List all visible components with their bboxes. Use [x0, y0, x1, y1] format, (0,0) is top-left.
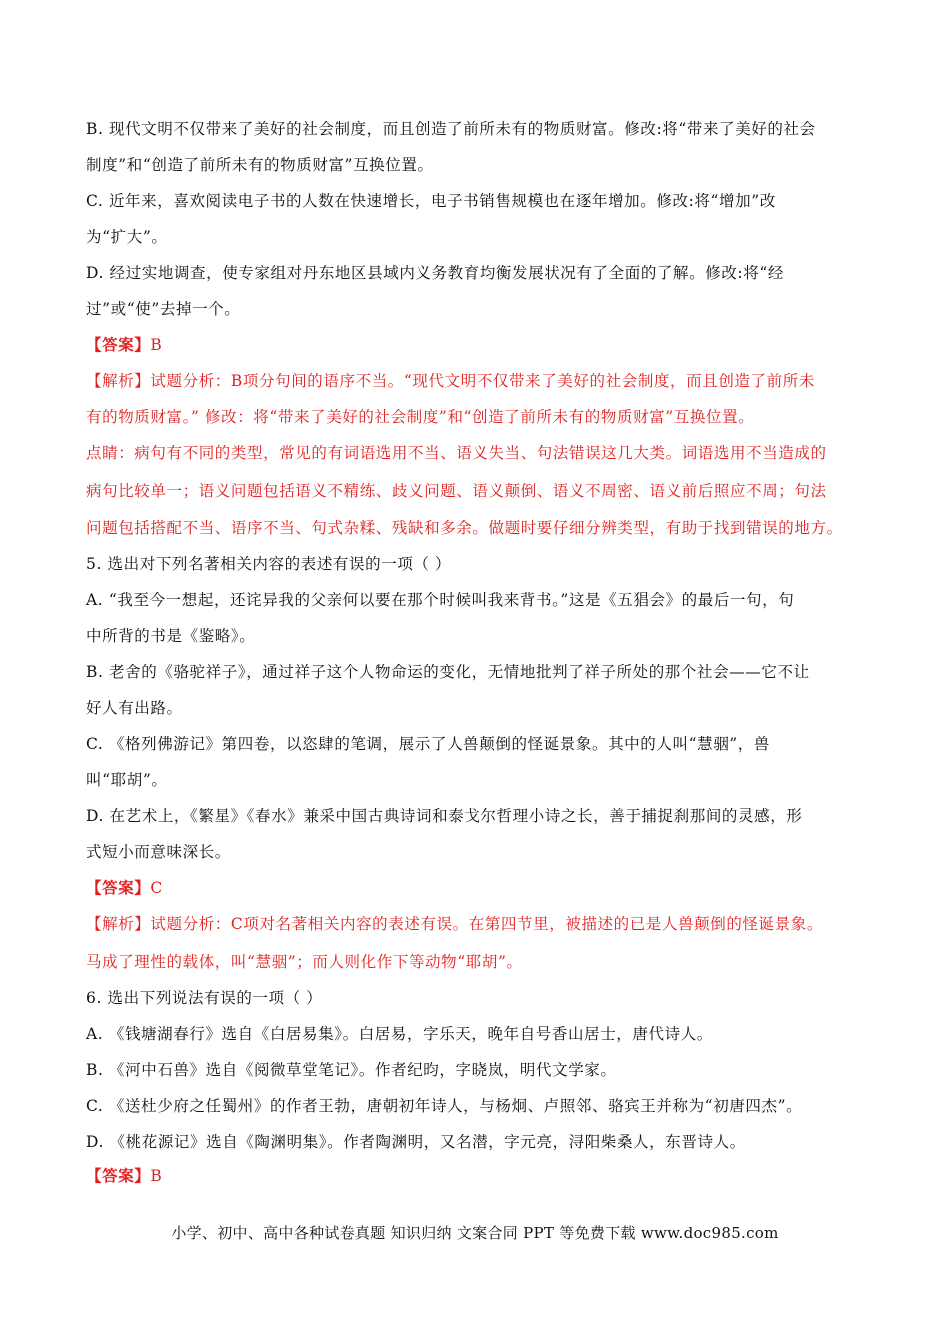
q5-option-a-line2: 中所背的书是《鉴略》。 — [86, 627, 256, 645]
answer-value: C — [150, 879, 163, 897]
q6-answer — [86, 1166, 876, 1186]
q5-option-d-line1: D. 在艺术上，《繁星》《春水》兼采中国古典诗词和泰戈尔哲理小诗之长，善于捕捉刹那间的灵感，形 — [86, 807, 803, 825]
q6-option-a: A. 《钱塘湖春行》选自《白居易集》。白居易，字乐天，晚年自号香山居士，唐代诗人。 — [86, 1025, 713, 1043]
q6-option-d: D. 《桃花源记》选自《陶渊明集》。作者陶渊明，又名潜，字元亮，浔阳柴桑人，东晋诗人。 — [86, 1133, 746, 1151]
q4-option-b-line1: B. 现代文明不仅带来了美好的社会制度，而且创造了前所未有的物质财富。修改:将“带来了美好的社会 — [86, 120, 816, 138]
q5-option-c-line2: 叫“耶胡”。 — [86, 771, 168, 789]
answer-tag: 【答案】 — [86, 1166, 151, 1185]
q4-analysis-line1: 【解析】试题分析：B项分句间的语序不当。“现代文明不仅带来了美好的社会制度，而且创造了前所未 — [86, 372, 815, 390]
q4-option-c-line2: 为“扩大”。 — [86, 228, 168, 246]
page-footer: 小学、初中、高中各种试卷真题 知识归纳 文案合同 PPT 等免费下载 www.doc985.com — [171, 1224, 779, 1242]
q6-option-c: C. 《送杜少府之任蜀州》的作者王勃，唐朝初年诗人，与杨炯、卢照邻、骆宾王并称为“初唐四杰”。 — [86, 1097, 803, 1115]
q4-option-b-line2: 制度”和“创造了前所未有的物质财富”互换位置。 — [86, 156, 434, 174]
q5-option-d-line2: 式短小而意味深长。 — [86, 843, 231, 861]
q5-answer — [86, 878, 876, 898]
q6-option-b: B. 《河中石兽》选自《阅微草堂笔记》。作者纪昀，字晓岚，明代文学家。 — [86, 1061, 617, 1079]
q5-option-a-line1: A. “我至今一想起，还诧异我的父亲何以要在那个时候叫我来背书。”这是《五猖会》的最后一句，句 — [86, 591, 795, 609]
q5-option-c-line1: C. 《格列佛游记》第四卷，以恣肆的笔调，展示了人兽颠倒的怪诞景象。其中的人叫“慧骃”，兽 — [86, 735, 771, 753]
q4-tip-line2: 病句比较单一；语义问题包括语义不精练、歧义问题、语义颠倒、语义不周密、语义前后照应不周；句法 — [86, 482, 827, 500]
q4-tip-line3: 问题包括搭配不当、语序不当、句式杂糅、残缺和多余。做题时要仔细分辨类型，有助于找到错误的地方。 — [86, 519, 843, 537]
q4-answer — [86, 335, 876, 355]
q4-tip-line1: 点睛：病句有不同的类型，常见的有词语选用不当、语义失当、句法错误这几大类。词语选用不当造成的 — [86, 444, 827, 462]
q5-option-b-line1: B. 老舍的《骆驼祥子》，通过祥子这个人物命运的变化，无情地批判了祥子所处的那个社会——它不让 — [86, 663, 810, 681]
q5-analysis-line2: 马成了理性的载体，叫“慧骃”；而人则化作下等动物“耶胡”。 — [86, 953, 523, 971]
answer-tag: 【答案】 — [86, 335, 151, 354]
q5-analysis-line1: 【解析】试题分析：C项对名著相关内容的表述有误。在第四节里，被描述的已是人兽颠倒的怪诞景象。 — [86, 915, 823, 933]
q4-option-d-line1: D. 经过实地调查，使专家组对丹东地区县域内义务教育均衡发展状况有了全面的了解。修改:将“经 — [86, 264, 784, 282]
q4-analysis-line2: 有的物质财富。” 修改：将“带来了美好的社会制度”和“创造了前所未有的物质财富”互换位置。 — [86, 408, 755, 426]
answer-value: B — [150, 1167, 163, 1185]
q4-option-c-line1: C. 近年来，喜欢阅读电子书的人数在快速增长，电子书销售规模也在逐年增加。修改:将“增加”改 — [86, 192, 776, 210]
q5-option-b-line2: 好人有出路。 — [86, 699, 183, 717]
answer-value: B — [150, 336, 163, 354]
q6-stem: 6. 选出下列说法有误的一项（ ） — [86, 989, 323, 1007]
q5-stem: 5. 选出对下列名著相关内容的表述有误的一项（ ） — [86, 555, 452, 573]
q4-option-d-line2: 过”或“使”去掉一个。 — [86, 300, 241, 318]
answer-tag: 【答案】 — [86, 878, 151, 897]
